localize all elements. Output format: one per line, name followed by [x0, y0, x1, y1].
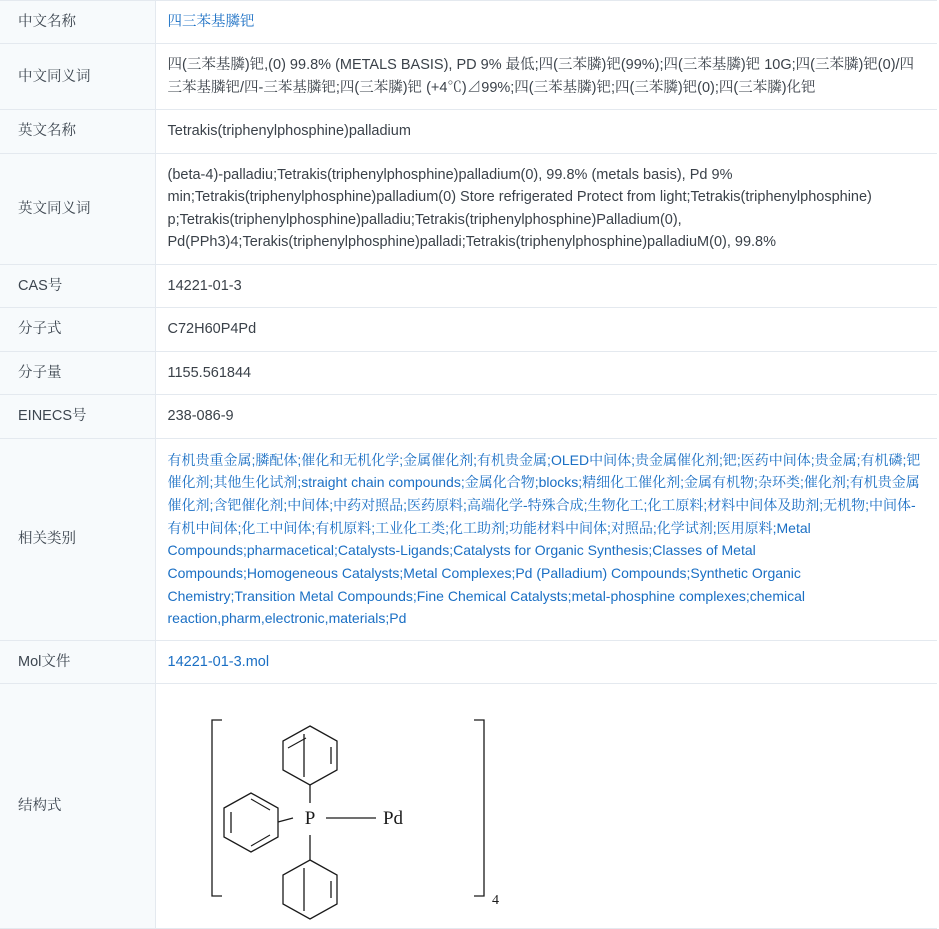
row-label-cas-number: CAS号 [0, 264, 155, 307]
structure-image [168, 694, 926, 918]
row-label-structure: 结构式 [0, 684, 155, 929]
row-label-molecular-formula: 分子式 [0, 308, 155, 351]
table-body [0, 1, 937, 929]
table-row [0, 395, 937, 438]
table-row [0, 44, 937, 110]
table-row [0, 153, 937, 264]
row-value-mol-file[interactable]: 14221-01-3.mol [155, 641, 937, 684]
table-row [0, 351, 937, 394]
row-value-chinese-synonyms: 四(三苯基膦)钯,(0) 99.8% (METALS BASIS), PD 9% 最低;四(三苯膦)钯(99%);四(三苯基膦)钯 10G;四(三苯膦)钯(0)/四三苯基膦钯/四-三苯基膦钯;四(三苯膦)钯 (+4℃)⊿99%;四(三苯基膦)钯;四(三苯膦)钯(0);四(三苯膦)化钯 [155, 44, 937, 110]
row-value-molecular-formula: C72H60P4Pd [155, 308, 937, 351]
row-value-structure [155, 684, 937, 929]
stoichiometry-subscript: 4 [491, 893, 499, 909]
atom-label-palladium: Pd [382, 808, 403, 830]
table-row [0, 641, 937, 684]
table-row-structure [0, 684, 937, 929]
row-label-chinese-name: 中文名称 [0, 1, 155, 44]
row-value-related-categories[interactable]: 有机贵重金属;膦配体;催化和无机化学;金属催化剂;有机贵金属;OLED中间体;贵金属催化剂;钯;医药中间体;贵金属;有机磷;钯催化剂;其他生化试剂;straight chain compounds;金属化合物;blocks;精细化工催化剂;金属有机物;杂环类;催化剂;有机贵金属催化剂;含钯催化剂;中间体;中药对照品;医药原料;高端化学-特殊合成;生物化工;化工原料;材料中间体及助剂;无机物;中间体-有机中间体;化工中间体;有机原料;工业化工类;化工助剂;功能材料中间体;对照品;化学试剂;医用原料;Metal Compounds;pharmacetical;Catalysts-Ligands;Catalysts for Organic Synthesis;Classes of Metal Compounds;Homogeneous Catalysts;Metal Complexes;Pd (Palladium) Compounds;Synthetic Organic Chemistry;Transition Metal Compounds;Fine Chemical Catalysts;metal-phosphine complexes;chemical reaction,pharm,electronic,materials;Pd [155, 438, 937, 640]
row-label-einecs-number: EINECS号 [0, 395, 155, 438]
row-value-english-name: Tetrakis(triphenylphosphine)palladium [155, 110, 937, 153]
row-value-chinese-name[interactable]: 四三苯基膦钯 [155, 1, 937, 44]
row-label-english-name: 英文名称 [0, 110, 155, 153]
row-label-related-categories: 相关类别 [0, 438, 155, 640]
row-value-cas-number: 14221-01-3 [155, 264, 937, 307]
row-label-chinese-synonyms: 中文同义词 [0, 44, 155, 110]
table-row [0, 308, 937, 351]
atom-label-phosphorus: P [304, 808, 315, 830]
table-row [0, 264, 937, 307]
row-label-molecular-weight: 分子量 [0, 351, 155, 394]
row-value-einecs-number: 238-086-9 [155, 395, 937, 438]
row-label-mol-file: Mol文件 [0, 641, 155, 684]
table-row [0, 438, 937, 640]
row-value-molecular-weight: 1155.561844 [155, 351, 937, 394]
structure-diagram-svg [198, 708, 558, 908]
row-label-english-synonyms: 英文同义词 [0, 153, 155, 264]
row-value-english-synonyms: (beta-4)-palladiu;Tetrakis(triphenylphosphine)palladium(0), 99.8% (metals basis), Pd 9% min;Tetrakis(triphenylphosphine)palladium(0) Store refrigerated Protect from light;Tetrakis(triphenylphosphine) p;Tetrakis(triphenylphosphine)palladiu;Tetrakis(triphenylphosphine)Palladium(0), Pd(PPh3)4;Terakis(triphenylphosphine)palladi;Tetrakis(triphenylphosphine)palladiuM(0), 99.8% [155, 153, 937, 264]
table-row [0, 110, 937, 153]
table-row [0, 1, 937, 44]
